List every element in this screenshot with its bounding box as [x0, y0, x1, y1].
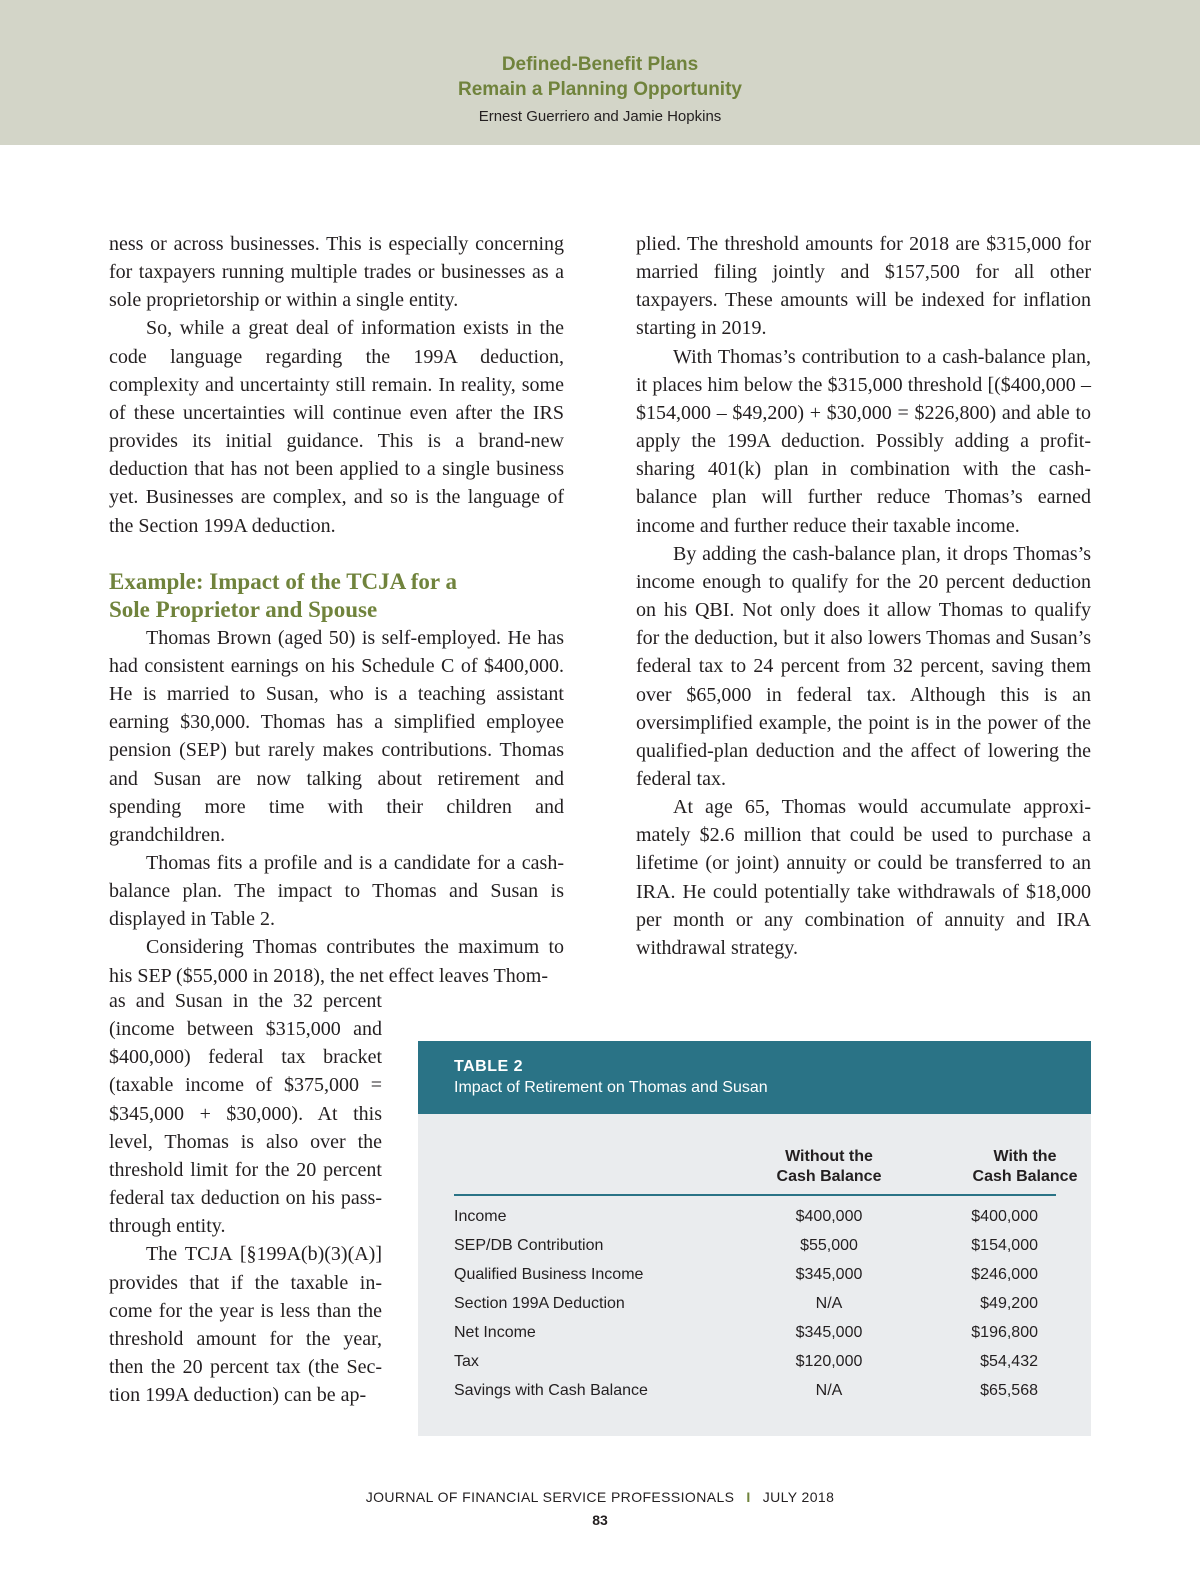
- table-header-bar: [418, 1041, 1091, 1114]
- row-value-with: $54,432: [980, 1353, 1038, 1370]
- left-paragraph-3: Thomas Brown (aged 50) is self-employed. He has had consistent earnings on his Schedule C of $400,000. He is married to Susan, who is a teaching assistant earning $30,000. Thomas has a simplified employee pension (SEP) but rarely makes contributions. Thomas and Susan are now talking about retirement and spending more time with their children and grandchildren.: [109, 626, 564, 846]
- row-label: SEP/DB Contribution: [454, 1237, 604, 1254]
- row-value-without: $120,000: [795, 1353, 863, 1370]
- right-paragraph-4: At age 65, Thomas would accumulate approximately $2.6 million that could be used to purchase a lifetime (or joint) annuity or could be transferred to an IRA. He could potentially take withdrawals of $18,000 per month or any combination of annuity and IRA withdrawal strategy.: [636, 796, 1091, 959]
- row-label: Income: [454, 1208, 507, 1225]
- row-value-without: $345,000: [795, 1266, 863, 1283]
- left-paragraph-5-continued: as and Susan in the 32 percent (income between $315,000 and $400,000) federal tax bracket (taxable income of $375,000 = $345,000 + $30,000). At this level, Thomas is also over the threshold limit for the 20 percent federal tax deduction on his pass-through entity.: [109, 990, 382, 1238]
- section-heading: [109, 568, 564, 624]
- table-row: [454, 1295, 1056, 1324]
- row-label: Tax: [454, 1353, 479, 1370]
- column-header-without: [754, 1147, 904, 1187]
- column-header-with-line2: Cash Balance: [972, 1168, 1078, 1185]
- right-paragraph-2: With Thomas’s contribution to a cash-balance plan, it places him below the $315,000 threshold [($400,000 – $154,000 – $49,200) + $30,000 = $226,800) and able to apply the 199A deduction. Possibly adding a profit-sharing 401(k) plan in combination with the cash-balance plan will further reduce Thomas’s earned income and further reduce their taxable income.: [636, 345, 1091, 537]
- table-row: [454, 1324, 1056, 1353]
- column-header-without-line1: Without the: [785, 1148, 873, 1165]
- left-paragraph-1: ness or across businesses. This is especially concerning for taxpayers running multiple trades or businesses as a sole proprietorship or within a single entity.: [109, 233, 564, 312]
- row-value-without: $345,000: [795, 1324, 863, 1341]
- left-paragraph-6: The TCJA [§199A(b)(3)(A)] provides that if the taxable income for the year is less than the threshold amount for the year, then the 20 percent tax (the Section 199A deduction) can be ap-: [109, 1243, 382, 1407]
- table-label: TABLE 2: [454, 1058, 523, 1075]
- column-header-without-line2: Cash Balance: [776, 1168, 882, 1185]
- row-value-without: N/A: [815, 1382, 843, 1399]
- article-title-line1: Defined-Benefit Plans: [501, 54, 699, 75]
- section-heading-line1: Example: Impact of the TCJA for a: [109, 568, 457, 594]
- row-value-with: $65,568: [980, 1382, 1038, 1399]
- table-caption: Impact of Retirement on Thomas and Susan: [454, 1079, 768, 1096]
- right-paragraph-1: plied. The threshold amounts for 2018 are $315,000 for married filing jointly and $157,500 for all other taxpayers. These amounts will be indexed for inflation starting in 2019.: [636, 233, 1091, 340]
- page-footer: [0, 1489, 1200, 1505]
- right-paragraph-3: By adding the cash-balance plan, it drops Thomas’s income enough to qualify for the 20 percent deduction on his QBI. Not only does it allow Thomas to qualify for the deduction, but it also lowers Thomas and Susan’s federal tax to 24 percent from 32 percent, saving them over $65,000 in federal tax. Although this is an oversimplified example, the point is in the power of the qualified-plan deduction and the affect of lowering the federal tax.: [636, 542, 1091, 790]
- table-row: [454, 1353, 1056, 1382]
- row-value-with: $49,200: [980, 1295, 1038, 1312]
- column-header-with: [950, 1147, 1100, 1187]
- page-number: 83: [592, 1512, 608, 1528]
- row-value-with: $400,000: [971, 1208, 1038, 1225]
- left-column-narrow: [109, 987, 382, 1409]
- table-row: [454, 1382, 1056, 1411]
- row-value-without: N/A: [815, 1295, 843, 1312]
- footer-separator: I: [746, 1489, 751, 1505]
- row-label: Net Income: [454, 1324, 536, 1341]
- table-row: [454, 1237, 1056, 1266]
- left-paragraph-5: Considering Thomas contributes the maximum to his SEP ($55,000 in 2018), the net effect leaves Thom-: [109, 936, 564, 987]
- issue-date: JULY 2018: [762, 1489, 835, 1505]
- left-paragraph-4: Thomas fits a profile and is a candidate for a cash-balance plan. The impact to Thomas and Susan is displayed in Table 2.: [109, 851, 564, 931]
- row-value-with: $246,000: [971, 1266, 1038, 1283]
- article-title-line2: Remain a Planning Opportunity: [458, 79, 742, 100]
- row-value-without: $400,000: [795, 1208, 863, 1225]
- row-value-with: $196,800: [971, 1324, 1038, 1341]
- journal-name: JOURNAL OF FINANCIAL SERVICE PROFESSIONALS: [365, 1489, 735, 1505]
- page-header: [0, 0, 1200, 145]
- row-value-with: $154,000: [971, 1237, 1038, 1254]
- row-label: Savings with Cash Balance: [454, 1382, 648, 1399]
- column-header-with-line1: With the: [993, 1148, 1057, 1165]
- section-heading-line2: Sole Proprietor and Spouse: [109, 596, 378, 622]
- article-authors: Ernest Guerriero and Jamie Hopkins: [478, 108, 722, 125]
- table-row: [454, 1266, 1056, 1295]
- row-value-without: $55,000: [800, 1237, 858, 1254]
- row-label: Qualified Business Income: [454, 1266, 644, 1283]
- left-column: [109, 230, 564, 990]
- table-2: [418, 1041, 1091, 1436]
- left-paragraph-2: So, while a great deal of information exists in the code language regarding the 199A deduction, complexity and uncertainty still remain. In reality, some of these uncertainties will continue even after the IRS provides its initial guidance. This is a brand-new deduction that has not been applied to a single business yet. Businesses are complex, and so is the language of the Section 199A deduction.: [109, 317, 564, 537]
- header-rule: [454, 1194, 1056, 1196]
- row-label: Section 199A Deduction: [454, 1295, 625, 1312]
- right-column: [636, 230, 1091, 962]
- table-row: [454, 1208, 1056, 1237]
